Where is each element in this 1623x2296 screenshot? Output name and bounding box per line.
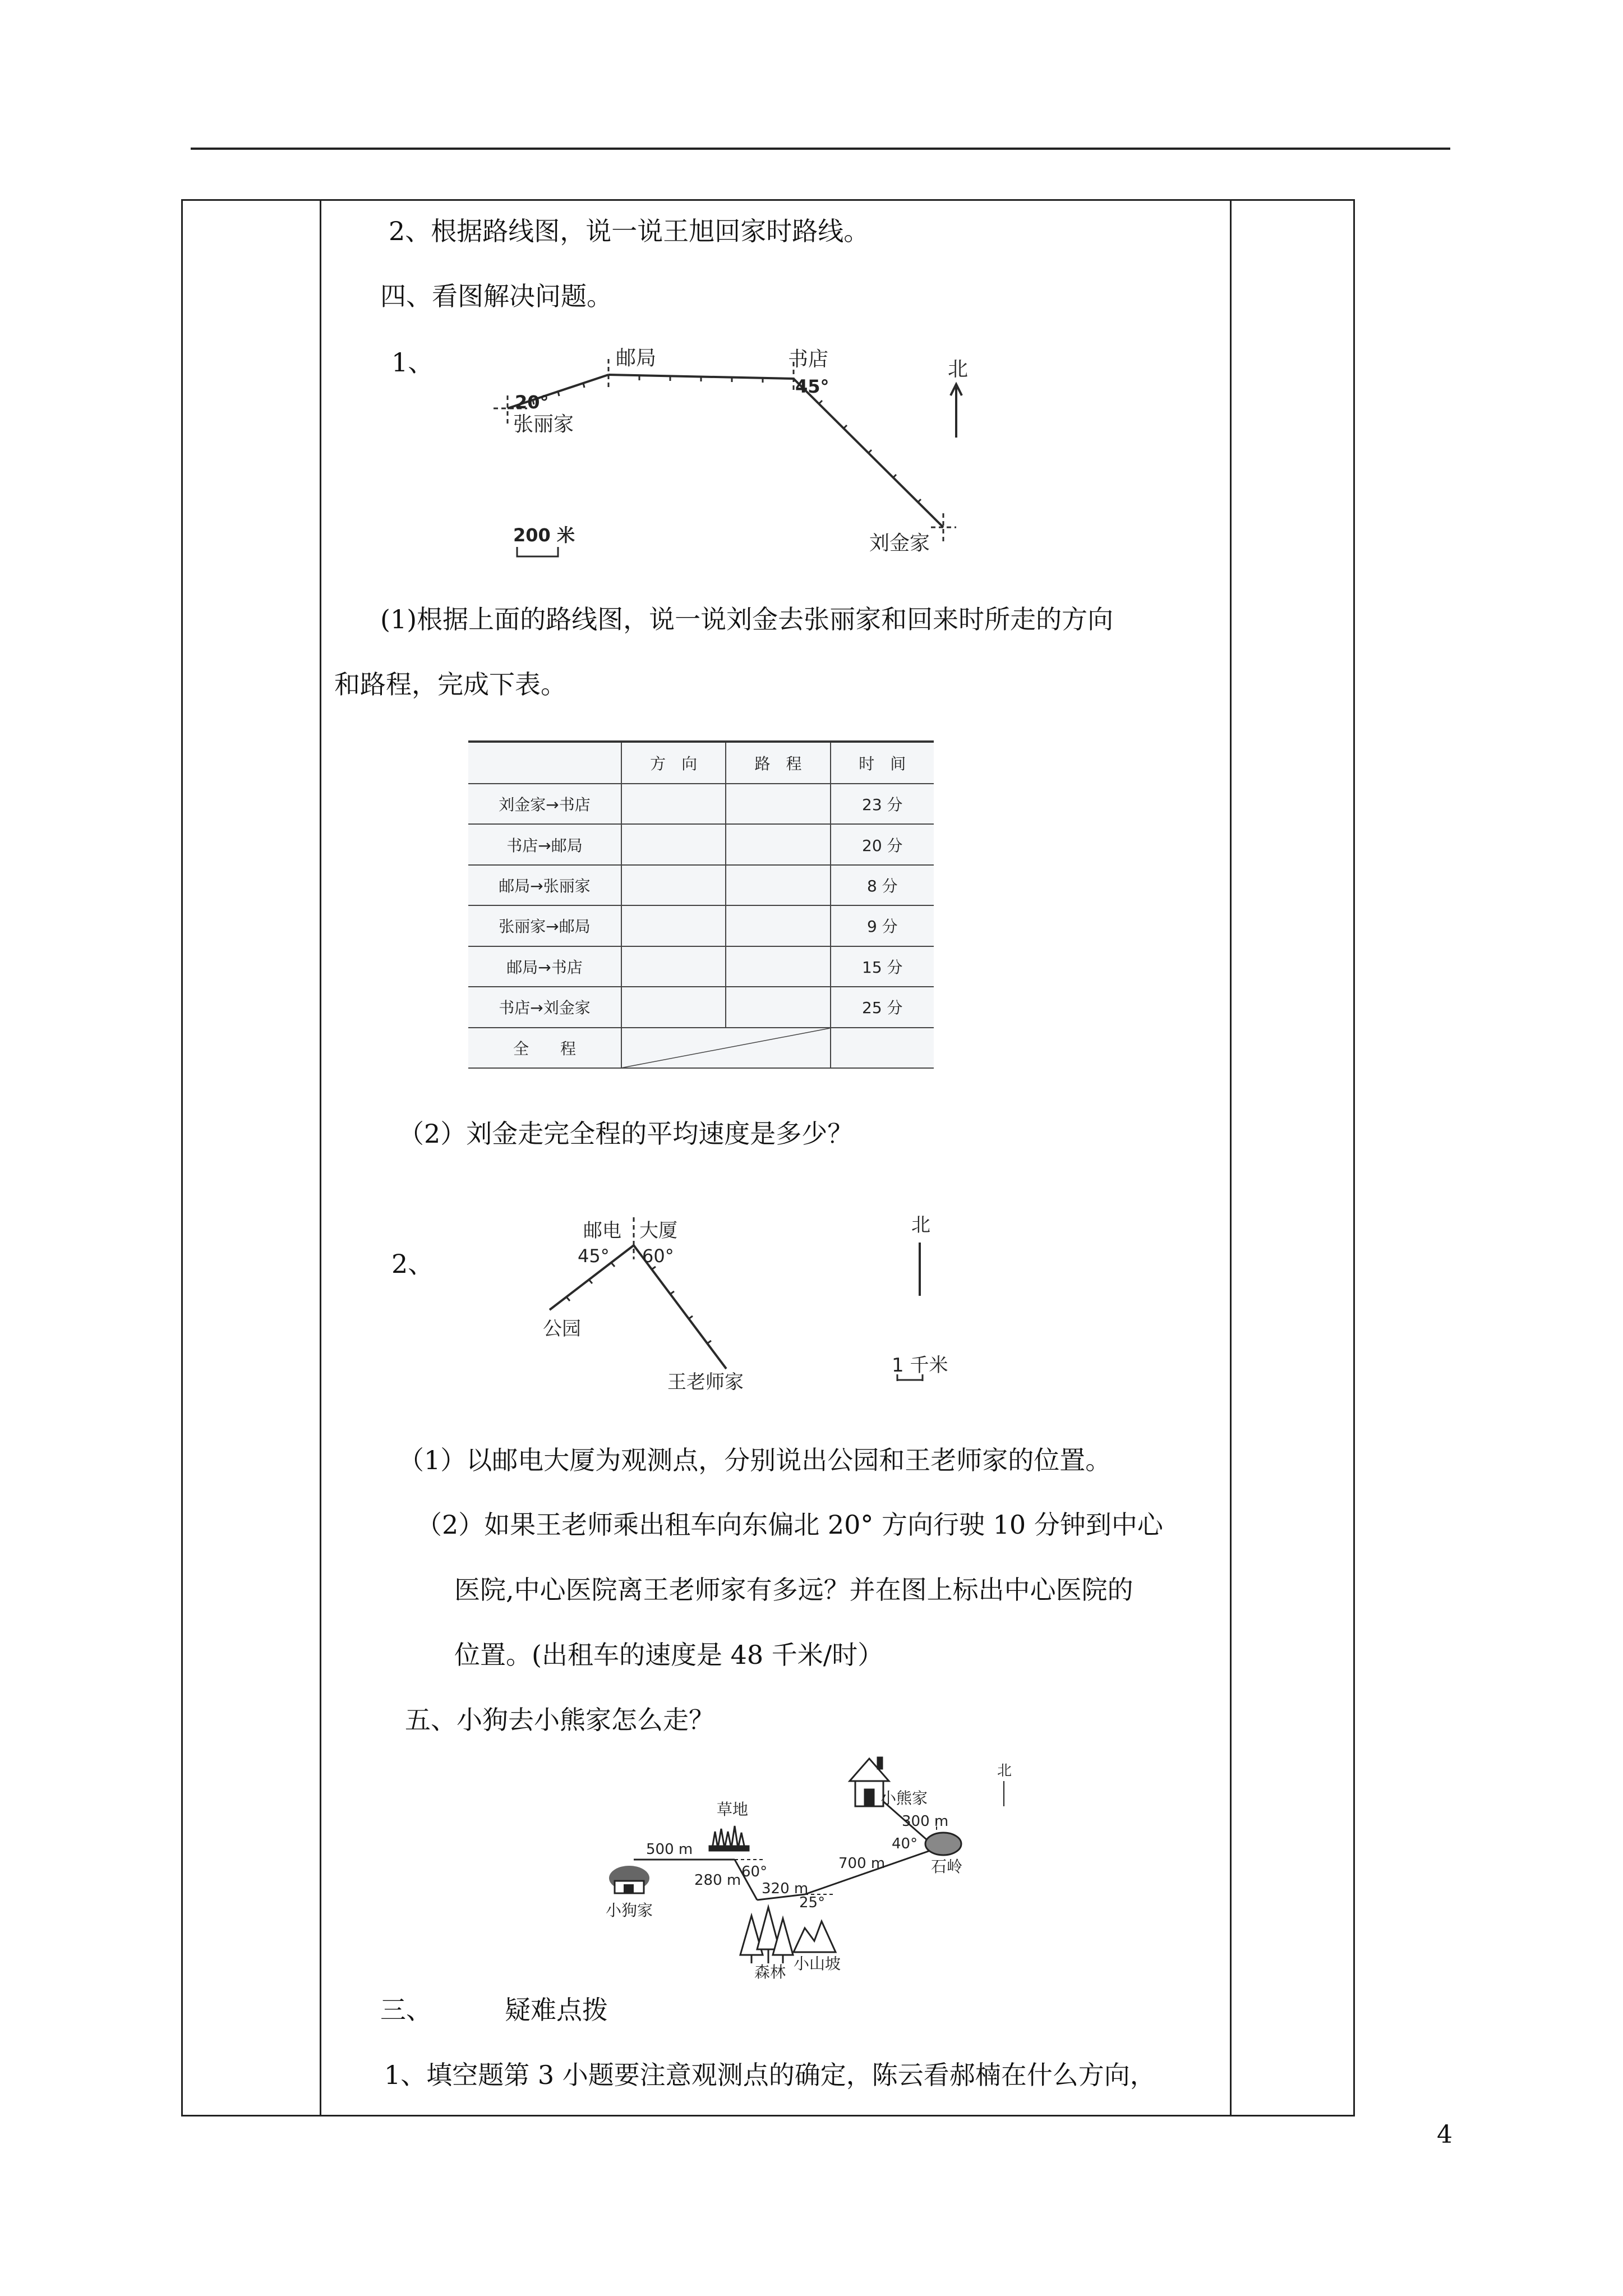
label-grass: 草地: [717, 1800, 749, 1819]
header-rule: [191, 148, 1450, 150]
total-cell: 全 程: [468, 1028, 621, 1068]
scale-bar: [517, 547, 558, 556]
angle-label: 25°: [799, 1894, 826, 1911]
question-text: 位置。(出租车的速度是 48 千米/时）: [454, 1640, 884, 1670]
route-cell: 刘金家→书店: [468, 784, 621, 824]
angle-label: 40°: [892, 1835, 918, 1852]
angle-label: 60°: [642, 1245, 674, 1267]
route-cell: 邮局→书店: [468, 946, 621, 987]
question-text: （1）以邮电大厦为观测点，分别说出公园和王老师家的位置。: [398, 1445, 1112, 1475]
forest-icon: [740, 1907, 793, 1963]
rock-icon: [925, 1833, 961, 1855]
text-line: 2、根据路线图，说一说王旭回家时路线。: [389, 216, 870, 246]
scale-label: 1 千米: [892, 1354, 948, 1377]
label-hill: 小山坡: [794, 1954, 841, 1973]
time-cell: 20 分: [831, 824, 934, 864]
angle-label: 45°: [578, 1245, 610, 1267]
route-map-1: [488, 337, 993, 572]
time-cell: 9 分: [831, 905, 934, 946]
section-heading: 疑难点拨: [505, 1995, 608, 2025]
table-row: [468, 987, 934, 1027]
time-cell: 23 分: [831, 784, 934, 824]
section-heading: 三、: [380, 1995, 432, 2025]
label-liujin-home: 刘金家: [869, 532, 930, 555]
table-row: [468, 946, 934, 987]
page-number: 4: [1437, 2120, 1453, 2149]
table-row-total: [468, 1028, 934, 1068]
time-cell: 25 分: [831, 987, 934, 1027]
table-header: 时 间: [831, 742, 934, 784]
scale-label: 200 米: [513, 524, 575, 546]
route-cell: 书店→邮局: [468, 824, 621, 864]
label-post-office: 邮局: [616, 347, 657, 370]
label-forest: 森林: [754, 1963, 786, 1981]
label-building-left: 邮电: [583, 1220, 621, 1242]
label-zhangli-home: 张丽家: [513, 413, 574, 436]
route-cell: 邮局→张丽家: [468, 865, 621, 905]
label-park: 公园: [543, 1318, 581, 1340]
column-divider-right: [1230, 199, 1232, 2116]
distance-label: 700 m: [838, 1855, 886, 1872]
time-cell: 8 分: [831, 865, 934, 905]
table-header: 路 程: [726, 742, 830, 784]
route-map-2: [527, 1206, 987, 1397]
column-divider-left: [320, 199, 321, 2116]
table-row: [468, 824, 934, 864]
table-row: [468, 784, 934, 824]
route-cell: 张丽家→邮局: [468, 905, 621, 946]
hill-icon: [794, 1921, 836, 1952]
section-heading: 四、看图解决问题。: [380, 281, 612, 311]
north-label: 北: [948, 358, 969, 381]
distance-label: 500 m: [646, 1841, 693, 1858]
label-rock: 石岭: [931, 1857, 963, 1876]
question-text: （2）刘金走完全程的平均速度是多少？: [398, 1119, 854, 1149]
angle-label: 45°: [795, 376, 829, 397]
distance-label: 280 m: [694, 1872, 741, 1889]
angle-label: 60°: [741, 1864, 768, 1880]
north-label: 北: [911, 1214, 930, 1236]
distance-label: 320 m: [762, 1880, 809, 1897]
question-text: 和路程，完成下表。: [334, 669, 566, 700]
label-bookstore: 书店: [788, 348, 829, 371]
route-table: [468, 740, 934, 1069]
time-cell: 15 分: [831, 946, 934, 987]
question-number: 2、: [391, 1249, 434, 1279]
label-building-right: 大厦: [639, 1220, 677, 1242]
label-dog-home: 小狗家: [606, 1901, 653, 1920]
question-text: （2）如果王老师乘出租车向东偏北 20° 方向行驶 10 分钟到中心: [416, 1510, 1163, 1540]
table-header: [468, 742, 621, 784]
angle-label: 20°: [515, 392, 549, 413]
north-label: 北: [997, 1763, 1012, 1779]
question-text: 医院,中心医院离王老师家有多远？并在图上标出中心医院的: [454, 1575, 1133, 1605]
grass-icon: [709, 1826, 749, 1851]
route-cell: 书店→刘金家: [468, 987, 621, 1027]
dog-house-icon: [609, 1866, 649, 1893]
route-map-3: [594, 1747, 1043, 1983]
question-text: (1)根据上面的路线图，说一说刘金去张丽家和回来时所走的方向: [380, 604, 1114, 634]
label-bear-home: 小熊家: [880, 1789, 928, 1807]
text-line: 1、填空题第 3 小题要注意观测点的确定，陈云看郝楠在什么方向，: [384, 2060, 1156, 2090]
label-teacher-home: 王老师家: [667, 1371, 744, 1393]
question-number: 1、: [391, 347, 434, 378]
section-heading: 五、小狗去小熊家怎么走？: [405, 1705, 714, 1735]
distance-label: 300 m: [902, 1813, 949, 1830]
table-row: [468, 865, 934, 905]
table-header: 方 向: [621, 742, 726, 784]
table-row: [468, 905, 934, 946]
